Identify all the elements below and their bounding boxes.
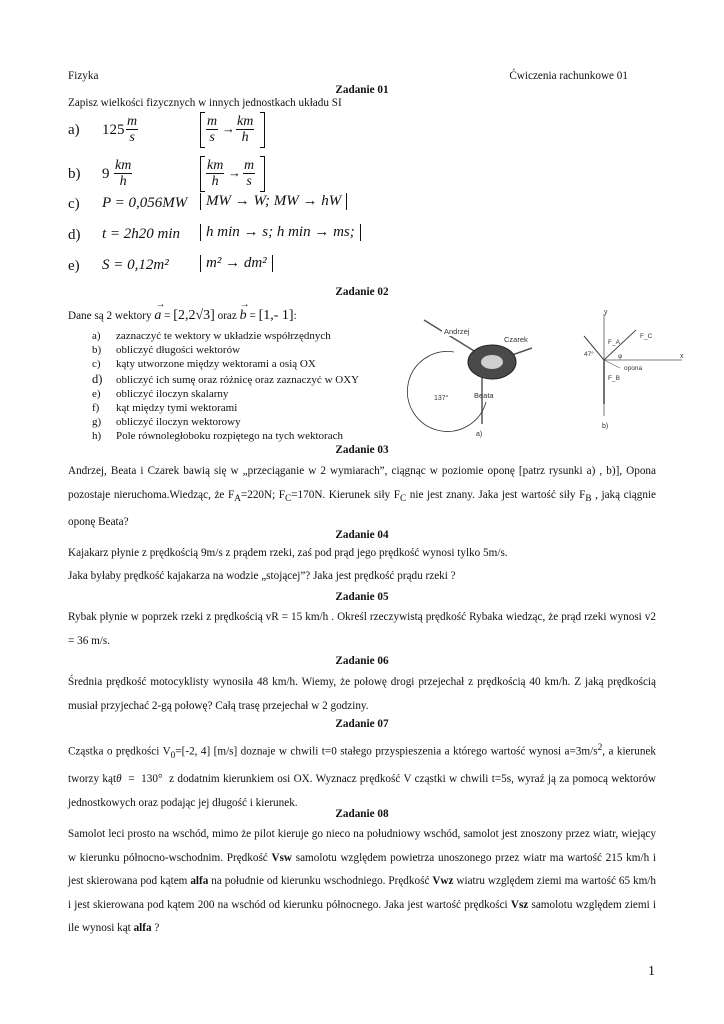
caption-b: b) xyxy=(602,423,609,430)
task-08-text: Samolot leci prosto na wschód, mimo że pilot kieruje go nieco na południowy wschód, samolot jest znoszony przez wiatr, wiejący w kierunku północno-wschodnim. Prędkość Vsw samolotu względem powietrza unoszonego przez wiatr ma wartość 215 km/h i jest skierowana pod kątem alfa na południe od kierunku wschodniego. Prędkość Vwz wiatru względem ziemi ma wartość 65 km/h i jest skierowana pod kątem 200 na wschód od kierunku północnego. Jaka jest wartość prędkości Vsz samolotu względem ziemi i ile wynosi kąt alfa ? xyxy=(68,828,657,934)
task-07-text: Cząstka o prędkości $V_0=[-2$, 4] [m/s] doznaje w chwili t=0 stałego przyspieszenia a którego wartość wynosi $a=3m/s^2$, a kierunek tworzy kątθ = 130° z dodatnim kierunkiem osi OX. Wyznacz prędkość V cząstki w chwili t=5s, wyraź ją za pomocą wektorów jednostkowych oraz podając jej długość i kierunek. xyxy=(68,743,656,809)
list-item: b) obliczyć długości wektorów xyxy=(92,344,241,356)
quantity-value: 125 xyxy=(102,122,125,138)
task-01-row-b: b) 9 $\frac{km}{h}$ $\frac{km}{h}$ → $\frac{m}{s}$ xyxy=(68,156,368,192)
figure-a-tug-of-war xyxy=(404,312,554,442)
vector-a-value: [2,2√3] xyxy=(173,308,215,323)
header-course: Ćwiczenia rachunkowe 01 xyxy=(509,70,628,82)
task-02-intro: Dane są 2 wektory → a = [2,2√3] oraz → b = [1,- 1]: xyxy=(68,299,297,323)
list-item: h) Pole równoległoboku rozpiętego na tych wektorach xyxy=(92,430,343,442)
axis-y-label: y xyxy=(604,309,608,316)
list-item: a) zaznaczyć te wektory w układzie współrzędnych xyxy=(92,330,331,342)
unit-conversion: MW → W; MW → hW xyxy=(200,193,347,210)
task-03-text: Andrzej, Beata i Czarek bawią się w „przeciąganie w 2 wymiarach”, ciągnąc w poziomie oponę [patrz rysunki a) , b)], Opona pozostaje nieruchoma.Wiedząc, że $F_A=220N$; $F_C=170N$. Kierunek siły $F_C$ nie jest znany. Jaka jest wartość siły $F_B$ , jaką ciągnie oponę Beata? xyxy=(68,465,656,529)
row-label: a) xyxy=(68,122,80,138)
unit-to: $\frac{km}{h}$ xyxy=(237,114,254,145)
header-subject: Fizyka xyxy=(68,70,99,82)
list-item: d) obliczyć ich sumę oraz różnicę oraz zaznaczyć w OXY xyxy=(92,372,360,386)
unit-conversion: m² → dm² xyxy=(200,255,273,272)
task-02-title: Zadanie 02 xyxy=(335,286,389,298)
task-01-row-a: a) 125 $\frac{m}{s}$ $\frac{m}{s}$ → $\frac{km}{h}$ xyxy=(68,112,368,148)
row-label: c) xyxy=(68,196,80,212)
unit-from: $\frac{km}{h}$ xyxy=(207,158,224,189)
figure-b-force-vectors xyxy=(580,308,690,436)
list-item: f) kąt między tymi wektorami xyxy=(92,402,238,414)
intro-text-mid: oraz xyxy=(217,310,237,322)
quantity-value: 9 xyxy=(102,166,110,182)
vector-a: → a xyxy=(154,299,166,323)
label-angle-47: 47° xyxy=(584,351,594,358)
unit-conversion: h min → s; h min → ms; xyxy=(200,224,361,241)
label-czarek: Czarek xyxy=(504,335,528,344)
task-01-intro: Zapisz wielkości fizycznych w innych jednostkach układu SI xyxy=(68,97,342,109)
quantity-unit: $\frac{m}{s}$ xyxy=(127,114,138,145)
caption-a: a) xyxy=(476,431,483,438)
task-05-title: Zadanie 05 xyxy=(335,591,389,603)
row-label: b) xyxy=(68,166,81,182)
task-06-text: Średnia prędkość motocyklisty wynosiła 48 km/h. Wiemy, że połowę drogi przejechał z prędkością 40 km/h. Z jaką prędkością musiał przyjechać 2-gą połowę? Całą trasę przejechał w 2 godziny. xyxy=(68,676,656,712)
unit-from: $\frac{m}{s}$ xyxy=(207,114,218,145)
task-04-line-1: Kajakarz płynie z prędkością 9m/s z prądem rzeki, zaś pod prąd jego prędkość wynosi tylko 5m/s. xyxy=(68,547,508,559)
row-label: e) xyxy=(68,258,80,274)
label-phi: φ xyxy=(618,353,623,360)
task-06-title: Zadanie 06 xyxy=(335,655,389,667)
task-04-line-2: Jaka byłaby prędkość kajakarza na wodzie „stojącej”? Jaka jest prędkość prądu rzeki ? xyxy=(68,570,456,582)
task-04-title: Zadanie 04 xyxy=(335,529,389,541)
vector-b-value: [1,- 1] xyxy=(258,308,294,323)
task-01-title: Zadanie 01 xyxy=(335,84,389,96)
list-item: e) obliczyć iloczyn skalarny xyxy=(92,388,229,400)
quantity-expression: t = 2h20 min xyxy=(102,226,181,242)
unit-to: $\frac{m}{s}$ xyxy=(244,158,255,189)
quantity-unit: $\frac{km}{h}$ xyxy=(115,158,132,189)
label-fa: F_A xyxy=(608,339,620,346)
task-05-text: Rybak płynie w poprzek rzeki z prędkością vR = 15 km/h . Określ rzeczywistą prędkość Rybaka wiedząc, że prąd rzeki wynosi v2 = 36 m/s. xyxy=(68,611,656,647)
label-fb: F_B xyxy=(608,375,620,382)
task-08-title: Zadanie 08 xyxy=(335,808,389,820)
list-item: c) kąty utworzone między wektorami a osią OX xyxy=(92,358,316,370)
list-item: g) obliczyć iloczyn wektorowy xyxy=(92,416,241,428)
label-andrzej: Andrzej xyxy=(444,327,470,336)
row-label: d) xyxy=(68,227,81,243)
task-03-title: Zadanie 03 xyxy=(335,444,389,456)
label-fc: F_C xyxy=(640,333,653,340)
page-number: 1 xyxy=(648,964,655,979)
label-angle-137: 137° xyxy=(434,395,449,402)
intro-text: Dane są 2 wektory xyxy=(68,310,152,322)
vector-b: → b xyxy=(239,299,250,323)
label-opona: opona xyxy=(624,365,643,372)
task-07-title: Zadanie 07 xyxy=(335,718,389,730)
label-beata: Beata xyxy=(474,391,494,400)
quantity-expression: S = 0,12m² xyxy=(102,257,169,273)
axis-x-label: x xyxy=(680,353,684,360)
quantity-expression: P = 0,056MW xyxy=(102,195,188,211)
